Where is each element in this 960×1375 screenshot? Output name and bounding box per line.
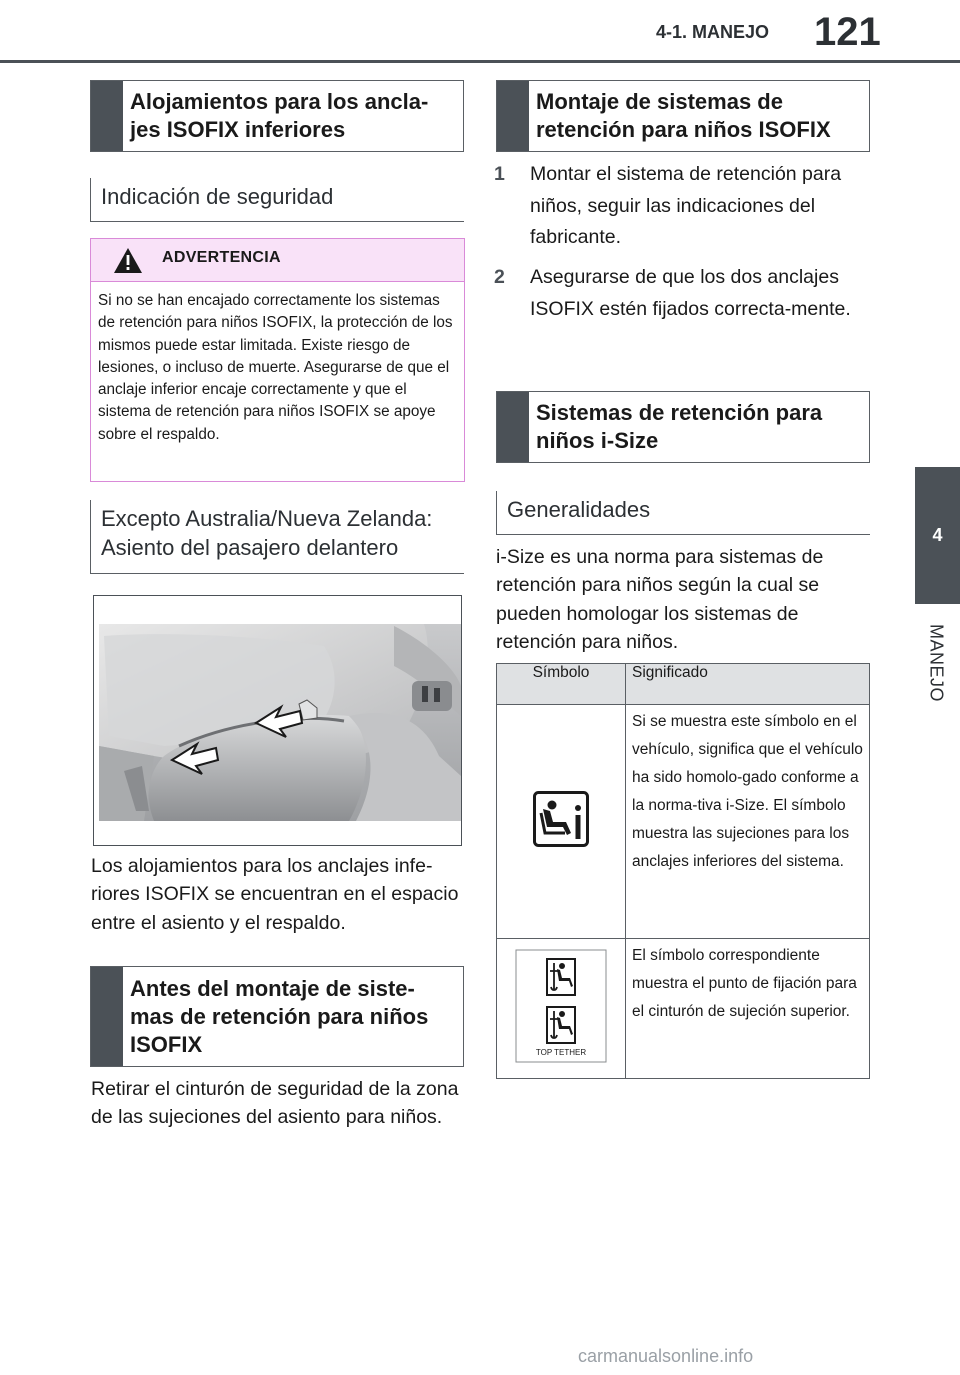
- section-heading-text: Alojamientos para los ancla-jes ISOFIX inferiores: [130, 89, 429, 142]
- table-cell-symbol: [497, 705, 626, 939]
- seat-isofix-illustration: [94, 596, 461, 845]
- header-section-title: 4-1. MANEJO: [656, 22, 770, 42]
- warning-title: ADVERTENCIA: [162, 249, 281, 266]
- footer-watermark: carmanualsonline.info: [578, 1346, 754, 1366]
- table-row: [497, 705, 870, 939]
- chapter-label-vertical: [921, 618, 951, 708]
- table-header-symbol: Símbolo: [497, 664, 626, 705]
- table-cell-symbol: [497, 939, 626, 1079]
- symbol-table: [496, 663, 870, 1079]
- table-header-meaning: Significado: [626, 664, 870, 705]
- table-row: [497, 939, 870, 1079]
- isize-child-seat-icon: [533, 834, 589, 851]
- chapter-number: 4: [932, 525, 943, 545]
- section-heading-isize: [496, 391, 870, 463]
- chapter-tab: [915, 467, 960, 604]
- seat-photo: [93, 595, 462, 846]
- step-number: 2: [494, 266, 505, 288]
- top-tether-label: TOP TETHER: [535, 1048, 587, 1057]
- step-item: [494, 262, 874, 357]
- step-number: 1: [494, 163, 505, 185]
- step-text: Asegurarse de que los dos anclajes ISOFIX estén fijados correcta-mente.: [530, 266, 851, 320]
- step-text: Montar el sistema de retención para niños, seguir las indicaciones del fabricante.: [530, 163, 842, 248]
- step-item: [494, 159, 874, 254]
- chapter-label: MANEJO: [926, 623, 947, 703]
- section-heading-mounting: [496, 80, 870, 152]
- section-heading-isofix-lower: [90, 80, 464, 152]
- subheading-region: Excepto Australia/Nueva Zelanda: Asiento del pasajero delantero: [90, 500, 464, 574]
- table-cell-meaning: El símbolo correspondiente muestra el punto de fijación para el cinturón de sujeción superior.: [626, 939, 870, 1079]
- warning-header: [91, 239, 464, 282]
- section-heading-text: Sistemas de retención para niños i-Size: [536, 400, 823, 453]
- warning-triangle-icon: [113, 247, 143, 279]
- section-heading-text: Montaje de sistemas de retención para niños ISOFIX: [536, 89, 831, 142]
- warning-box: [90, 238, 465, 482]
- page-number: 121: [814, 10, 881, 54]
- subheading-safety: Indicación de seguridad: [90, 178, 464, 222]
- table-header-row: [497, 664, 870, 705]
- section-heading-text: Antes del montaje de siste-mas de retención para niños ISOFIX: [130, 975, 429, 1057]
- table-cell-meaning: Si se muestra este símbolo en el vehículo, significa que el vehículo ha sido homolo-gado conforme a la norma-tiva i-Size. El símbolo muestra las sujeciones para los anclajes inferiores del sistema.: [626, 705, 870, 939]
- warning-text: Si no se han encajado correctamente los sistemas de retención para niños ISOFIX, la protección de los mismos puede estar limitada. Existe riesgo de lesiones, o incluso de muerte. Asegurarse de que el anclaje inferior encaje correctamente y que el sistema de retención para niños ISOFIX se apoye sobre el respaldo.: [98, 292, 453, 443]
- header-rule: [0, 60, 960, 63]
- body-remove-belt: Retirar el cinturón de seguridad de la zona de las sujeciones del asiento para niños.: [91, 1078, 459, 1129]
- image-caption: Los alojamientos para los anclajes infe-riores ISOFIX se encuentran en el espacio entre el asiento y el respaldo.: [91, 855, 459, 934]
- section-heading-before-mounting: [90, 966, 464, 1067]
- body-isize: i-Size es una norma para sistemas de retención para niños según la cual se pueden homologar los sistemas de retención para niños.: [496, 546, 824, 653]
- subheading-general: Generalidades: [496, 491, 870, 535]
- top-tether-anchor-icon: [515, 1050, 607, 1067]
